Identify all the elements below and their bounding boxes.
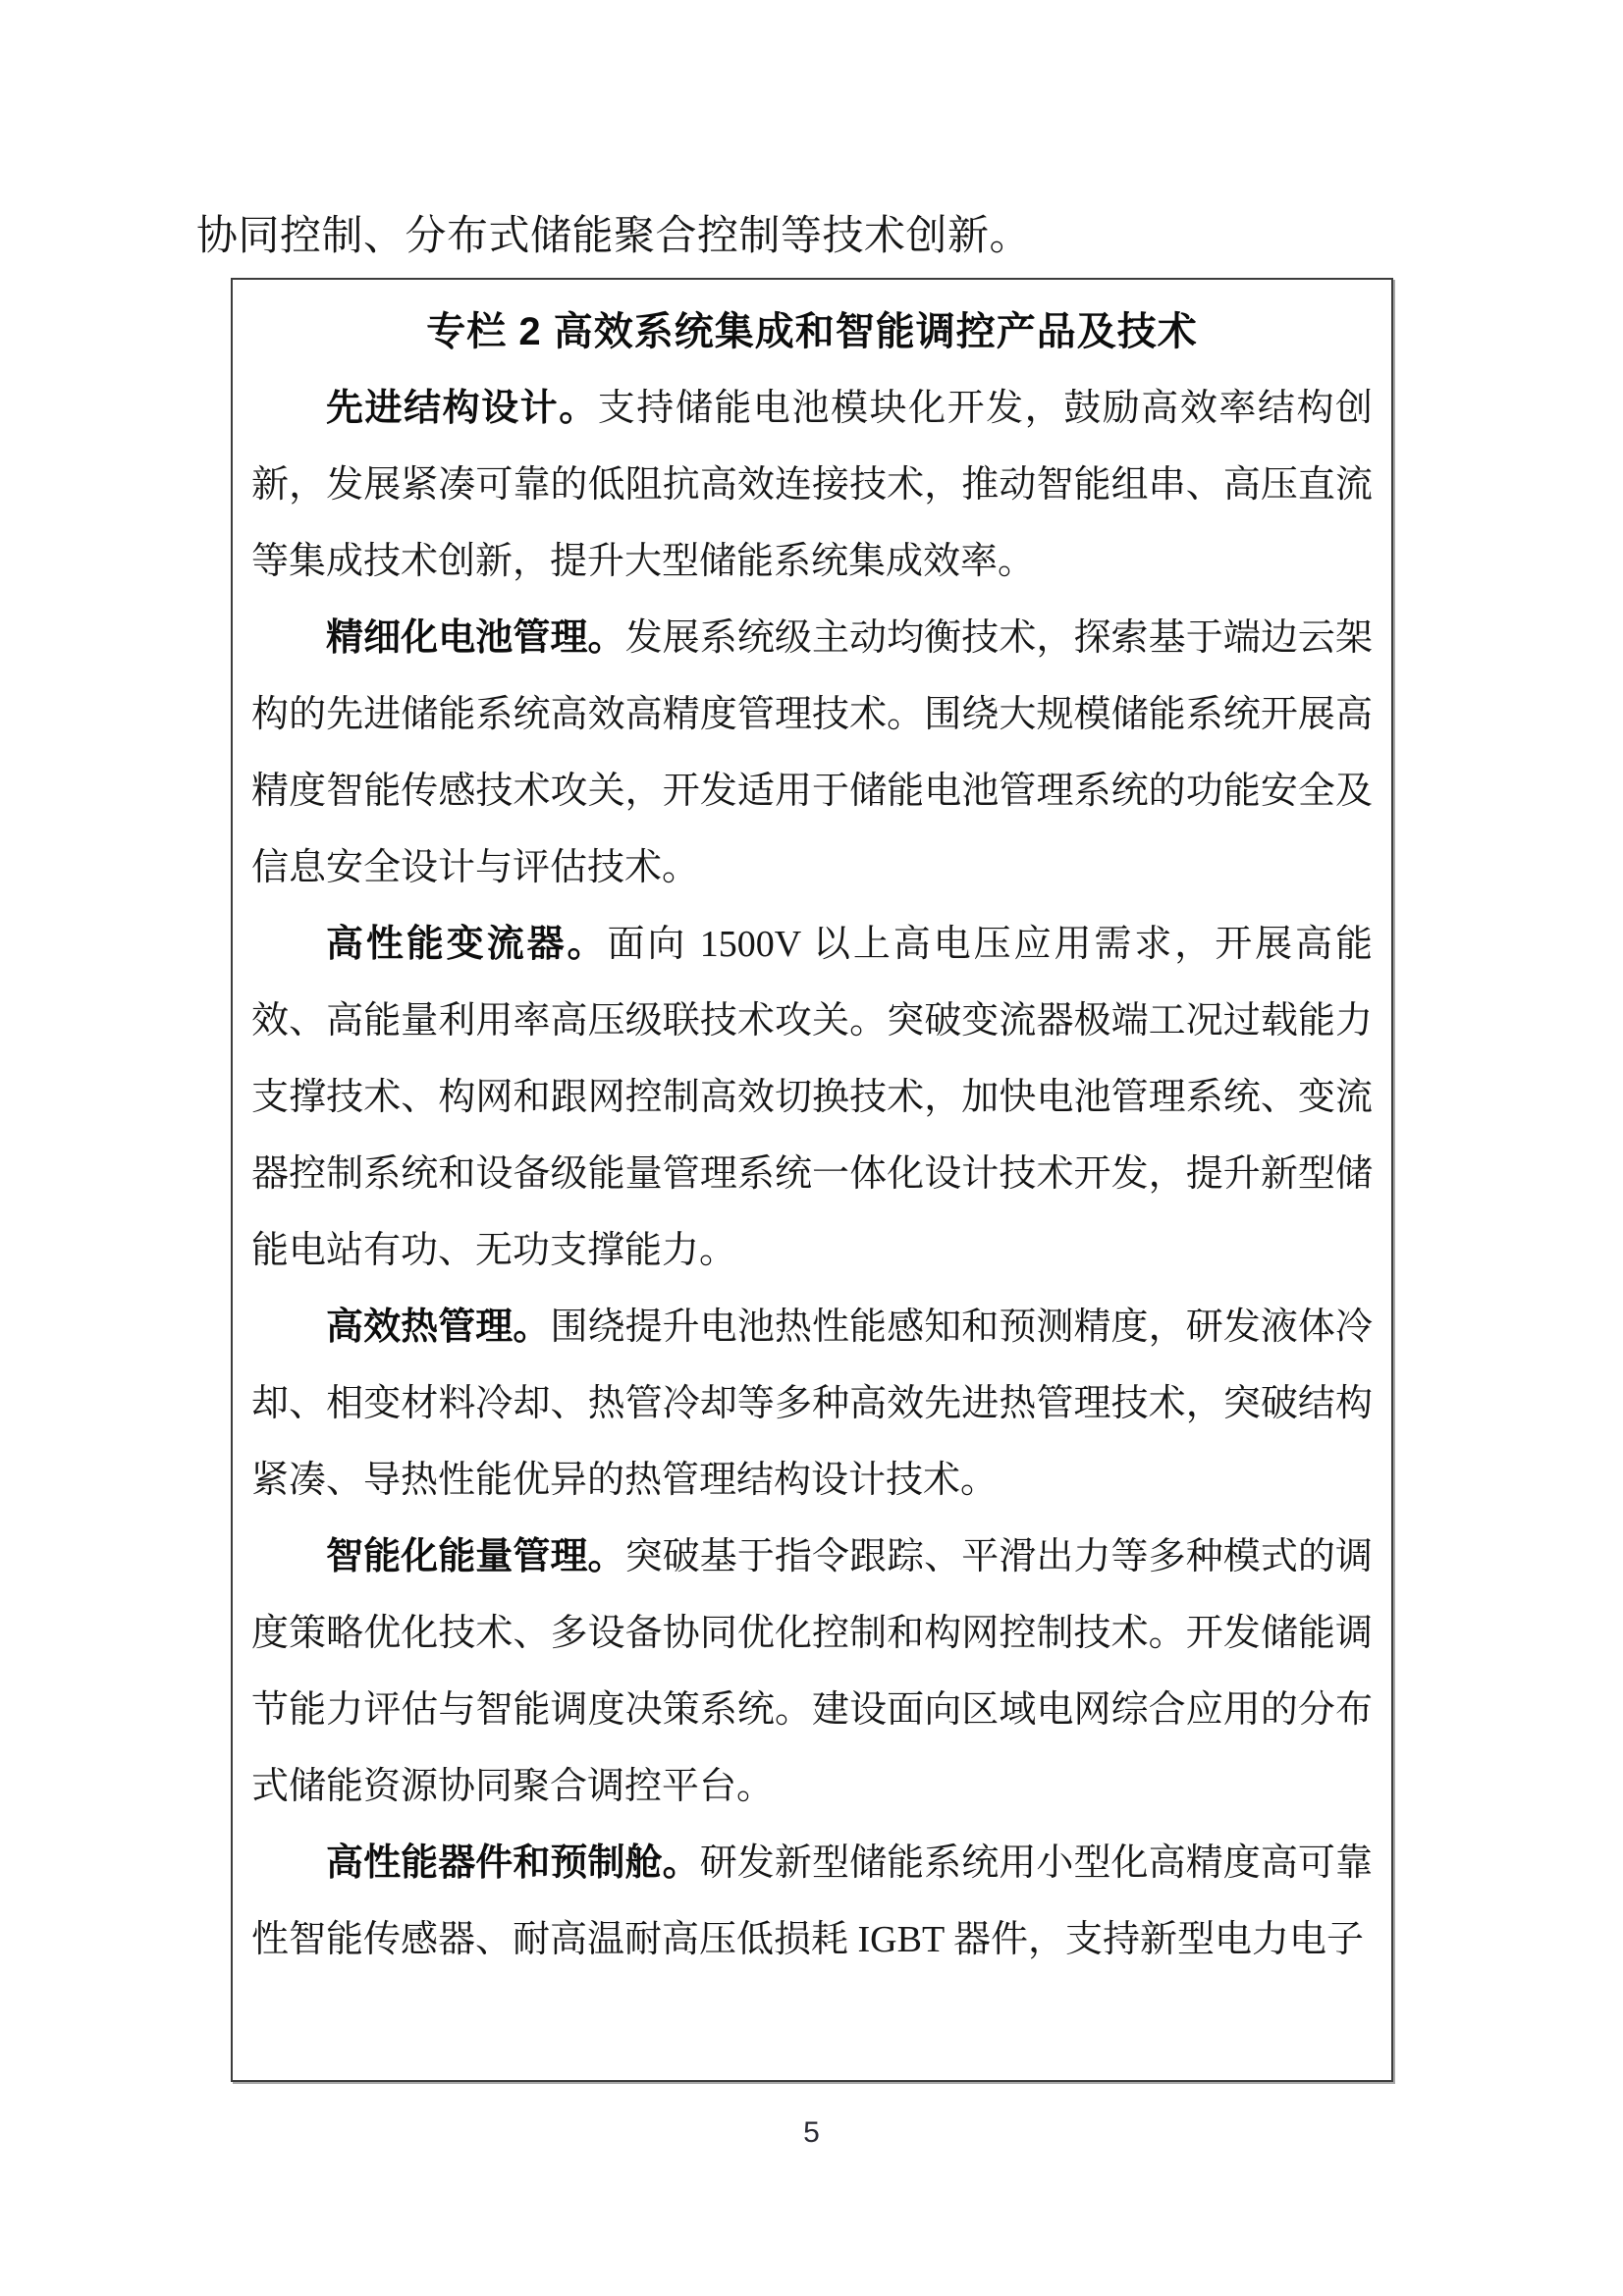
paragraph-lead: 智能化能量管理。 [326, 1536, 625, 1577]
paragraph-body: 面向 1500V 以上高电压应用需求，开展高能效、高能量利用率高压级联技术攻关。突破变流器极端工况过载能力支撑技术、构网和跟网控制高效切换技术，加快电池管理系统、变流器控制系统和设备级能量管理系统一体化设计技术开发，提升新型储能电站有功、无功支撑能力。 [251, 924, 1373, 1271]
paragraph-high-performance-devices [251, 1825, 1373, 1978]
paragraph-advanced-structure-design [251, 370, 1373, 600]
paragraph-efficient-thermal-management [251, 1289, 1373, 1519]
page-number: 5 [803, 2116, 820, 2149]
callout-box-title: 专栏 2 高效系统集成和智能调控产品及技术 [426, 310, 1198, 353]
paragraph-high-performance-converter [251, 906, 1373, 1289]
paragraph-intelligent-energy-management [251, 1519, 1373, 1825]
paragraph-body: 研发新型储能系统用小型化高精度高可靠性智能传感器、耐高温耐高压低损耗 IGBT 器件，支持新型电力电子 [251, 1842, 1373, 1960]
paragraph-refined-battery-management [251, 600, 1373, 906]
continuation-paragraph: 协同控制、分布式储能聚合控制等技术创新。 [196, 214, 1032, 259]
paragraph-body: 发展系统级主动均衡技术，探索基于端边云架构的先进储能系统高效高精度管理技术。围绕大规模储能系统开展高精度智能传感技术攻关，开发适用于储能电池管理系统的功能安全及信息安全设计与评估技术。 [251, 617, 1373, 888]
paragraph-lead: 先进结构设计。 [326, 388, 598, 429]
paragraph-lead: 高效热管理。 [326, 1307, 551, 1348]
paragraph-lead: 高性能变流器。 [326, 924, 608, 965]
callout-box [231, 278, 1393, 2082]
paragraph-body: 围绕提升电池热性能感知和预测精度，研发液体冷却、相变材料冷却、热管冷却等多种高效先进热管理技术，突破结构紧凑、导热性能优异的热管理结构设计技术。 [251, 1307, 1373, 1501]
paragraph-body: 突破基于指令跟踪、平滑出力等多种模式的调度策略优化技术、多设备协同优化控制和构网控制技术。开发储能调节能力评估与智能调度决策系统。建设面向区域电网综合应用的分布式储能资源协同聚合调控平台。 [251, 1536, 1373, 1807]
paragraph-body: 支持储能电池模块化开发，鼓励高效率结构创新，发展紧凑可靠的低阻抗高效连接技术，推动智能组串、高压直流等集成技术创新，提升大型储能系统集成效率。 [251, 388, 1373, 582]
paragraph-lead: 精细化电池管理。 [326, 617, 625, 659]
paragraph-lead: 高性能器件和预制舱。 [326, 1842, 700, 1884]
